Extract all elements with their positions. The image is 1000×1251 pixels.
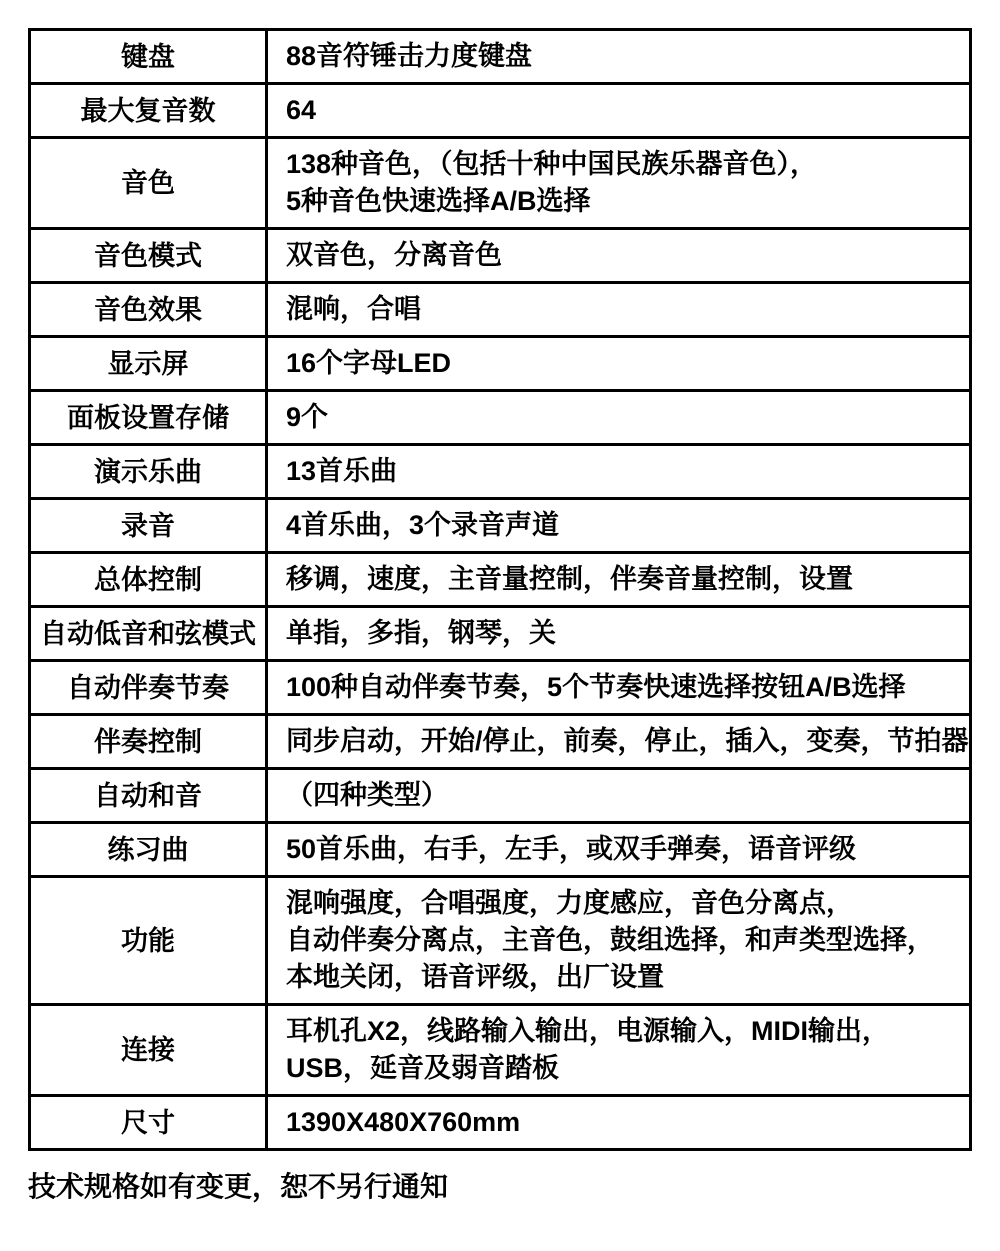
- spec-value: [268, 338, 969, 389]
- spec-row: [31, 392, 969, 446]
- spec-value: [268, 1006, 969, 1094]
- spec-value-line: USB，延音及弱音踏板: [286, 1053, 560, 1083]
- spec-value-line: 138种音色，（包括十种中国民族乐器音色），: [286, 149, 818, 179]
- spec-value-line: 混响，合唱: [286, 294, 421, 324]
- spec-value: [268, 500, 969, 551]
- spec-row: [31, 662, 969, 716]
- spec-row: [31, 230, 969, 284]
- spec-row: [31, 1006, 969, 1097]
- spec-table: [28, 28, 972, 1151]
- spec-row: [31, 446, 969, 500]
- spec-value-line: 88音符锤击力度键盘: [286, 41, 533, 71]
- spec-value-line: 同步启动，开始/停止，前奏，停止，插入，变奏，节拍器: [286, 726, 969, 756]
- spec-label: 最大复音数: [31, 85, 268, 136]
- spec-value: [268, 824, 969, 875]
- spec-value-line: 13首乐曲: [286, 456, 398, 486]
- spec-row: [31, 284, 969, 338]
- spec-label: 功能: [31, 878, 268, 1003]
- spec-value-line: 自动伴奏分离点，主音色，鼓组选择，和声类型选择，: [286, 925, 934, 955]
- spec-row: [31, 608, 969, 662]
- spec-value: [268, 139, 969, 227]
- spec-value-line: 混响强度，合唱强度，力度感应，音色分离点，: [286, 888, 853, 918]
- spec-value-line: 9个: [286, 402, 329, 432]
- spec-value: [268, 716, 981, 767]
- spec-value: [268, 85, 969, 136]
- spec-value-line: 移调，速度，主音量控制，伴奏音量控制，设置: [286, 564, 853, 594]
- spec-value-line: 16个字母LED: [286, 348, 452, 378]
- spec-label: 音色模式: [31, 230, 268, 281]
- spec-label: 总体控制: [31, 554, 268, 605]
- spec-row: [31, 338, 969, 392]
- spec-value-line: 100种自动伴奏节奏，5个节奏快速选择按钮A/B选择: [286, 672, 906, 702]
- spec-label: 练习曲: [31, 824, 268, 875]
- spec-row: [31, 878, 969, 1006]
- spec-value: [268, 392, 969, 443]
- spec-value-line: （四种类型）: [286, 780, 448, 810]
- spec-value: [268, 554, 969, 605]
- spec-row: [31, 716, 969, 770]
- spec-label: 自动低音和弦模式: [31, 608, 268, 659]
- spec-value-line: 50首乐曲，右手，左手，或双手弹奏，语音评级: [286, 834, 857, 864]
- spec-value: [268, 1097, 969, 1148]
- spec-row: [31, 139, 969, 230]
- spec-label: 音色: [31, 139, 268, 227]
- spec-label: 录音: [31, 500, 268, 551]
- spec-row: [31, 824, 969, 878]
- spec-label: 自动伴奏节奏: [31, 662, 268, 713]
- spec-value: [268, 284, 969, 335]
- footer-note: 技术规格如有变更，恕不另行通知: [28, 1171, 449, 1202]
- spec-value: [268, 230, 969, 281]
- spec-row: [31, 31, 969, 85]
- spec-value-line: 耳机孔X2，线路输入输出，电源输入，MIDI输出，: [286, 1016, 890, 1046]
- spec-label: 演示乐曲: [31, 446, 268, 497]
- spec-value-line: 64: [286, 95, 317, 125]
- spec-value-line: 双音色，分离音色: [286, 240, 502, 270]
- spec-value-line: 5种音色快速选择A/B选择: [286, 186, 591, 216]
- spec-row: [31, 85, 969, 139]
- spec-value-line: 4首乐曲，3个录音声道: [286, 510, 560, 540]
- spec-label: 音色效果: [31, 284, 268, 335]
- spec-label: 连接: [31, 1006, 268, 1094]
- spec-row: [31, 770, 969, 824]
- spec-label: 尺寸: [31, 1097, 268, 1148]
- spec-value: [268, 662, 969, 713]
- spec-value: [268, 878, 969, 1003]
- spec-value-line: 1390X480X760mm: [286, 1107, 521, 1137]
- spec-row: [31, 500, 969, 554]
- spec-label: 键盘: [31, 31, 268, 82]
- spec-label: 伴奏控制: [31, 716, 268, 767]
- spec-value: [268, 446, 969, 497]
- spec-value: [268, 770, 969, 821]
- spec-row: [31, 554, 969, 608]
- spec-label: 显示屏: [31, 338, 268, 389]
- spec-value: [268, 608, 969, 659]
- spec-value-line: 单指，多指，钢琴，关: [286, 618, 556, 648]
- spec-row: [31, 1097, 969, 1148]
- spec-value: [268, 31, 969, 82]
- spec-label: 自动和音: [31, 770, 268, 821]
- spec-value-line: 本地关闭，语音评级，出厂设置: [286, 962, 664, 992]
- spec-label: 面板设置存储: [31, 392, 268, 443]
